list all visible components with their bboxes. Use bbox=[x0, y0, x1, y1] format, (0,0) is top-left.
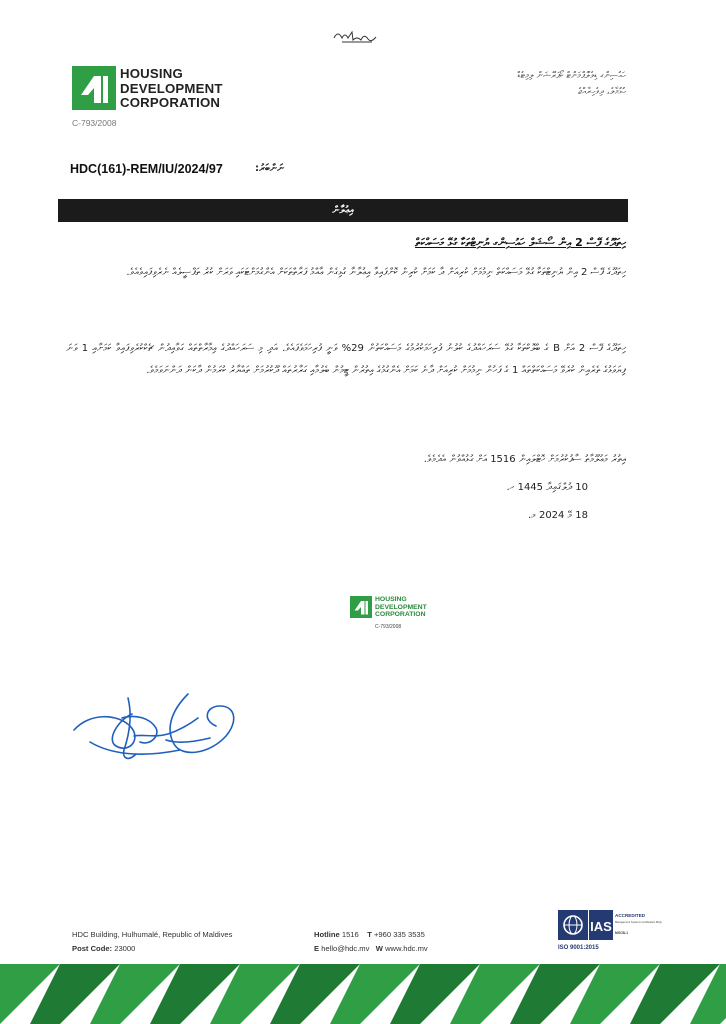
reference-row bbox=[70, 162, 650, 182]
footer-web-row bbox=[314, 944, 428, 953]
ias-accredited-text: ACCREDITED bbox=[615, 913, 646, 918]
hdc-logo bbox=[72, 66, 232, 114]
email-label: E bbox=[314, 944, 320, 953]
hotline-value: 1516 bbox=[341, 930, 359, 939]
footer-contact-row bbox=[314, 930, 425, 939]
registration-number: C-793/2008 bbox=[72, 118, 117, 128]
announcement-header-bar bbox=[58, 199, 628, 222]
stamp-wordmark bbox=[375, 596, 427, 619]
body-paragraph-3: އިތުރު މަޢުލޫމާތު ސާފުކުރުމަށް ހޮޓްލައިން 1516 އަށް ގުޅުއްވުން އެދެމެވެ. bbox=[423, 454, 626, 465]
stamp-line-3: CORPORATION bbox=[375, 611, 426, 619]
org-name-dhivehi-line-2: ހުޅުމާލެ، ދިވެހިރާއްޖެ bbox=[578, 87, 626, 97]
handwritten-signature bbox=[70, 684, 245, 770]
stamp-logo-icon bbox=[350, 596, 372, 618]
iso-text: ISO 9001:2015 bbox=[558, 945, 599, 951]
ias-certification-badge bbox=[558, 910, 662, 952]
company-stamp bbox=[350, 596, 440, 634]
footer-postcode-row bbox=[72, 944, 135, 953]
footer bbox=[72, 913, 672, 968]
tel-value: +960 335 3535 bbox=[373, 930, 425, 939]
ias-code-text: MSCB-1 bbox=[615, 931, 628, 935]
web-link[interactable]: www.hdc.mv bbox=[385, 944, 428, 953]
web-label: W bbox=[375, 944, 383, 953]
footer-triangle-pattern bbox=[0, 964, 726, 1024]
stamp-line-1: HOUSING bbox=[375, 596, 407, 603]
logo-line-3: CORPORATION bbox=[120, 95, 221, 110]
postcode-value: 23000 bbox=[114, 944, 136, 953]
postcode-label: Post Code: bbox=[72, 944, 113, 953]
hotline-label: Hotline bbox=[314, 930, 340, 939]
date-gregorian: 18 މޭ 2024 މ. bbox=[528, 510, 588, 521]
hdc-logo-mark-icon bbox=[72, 66, 116, 110]
body-paragraph-1: ހިތަދޫގެ ފޭސް 2 އިން ޔުނިޓްތަކާ ގުޅޭ މަސައްކަތް ނިމުމަށް ކުރިއަށް ދާ ކަމަށް ކުރިން ކޮށްފައިވާ އިޢުލާނާ ގުޅިގެން ޢާއްމު ފަރާތްތަކަށް އެންގުމަށްޓަކައި ވަރަށް ކުރު ތަފްޞީލެއް ނެރެވިފައިވެއެވެ. bbox=[126, 267, 626, 278]
tel-label: T bbox=[367, 930, 372, 939]
email-link[interactable]: hello@hdc.mv bbox=[321, 944, 370, 953]
org-name-dhivehi-line-1: ހައުސިންގ ޑިވެލޮޕްމަންޓް ކޯޕަރޭޝަން ލިމިޓެޑް bbox=[517, 71, 626, 81]
logo-wordmark bbox=[120, 67, 223, 111]
triangle-tile bbox=[720, 964, 726, 1024]
ias-sub-text: Management Systems Certification Body bbox=[615, 921, 662, 924]
logo-line-2: DEVELOPMENT bbox=[120, 80, 223, 96]
bismillah-calligraphy bbox=[330, 24, 390, 48]
footer-address: HDC Building, Hulhumalé, Republic of Maldives bbox=[72, 930, 233, 939]
stamp-registration: C-793/2008 bbox=[375, 624, 402, 630]
announcement-header-text: އިޢުލާން bbox=[332, 205, 354, 216]
reference-label: ނަންބަރު: bbox=[255, 163, 284, 174]
subject-line: ހިތަދޫގެ ފޭސް 2 އިން ސޯޝަލް ހައުސިންގ ޔުނިޓްތަކާ ގުޅޭ މަސައްކަތް bbox=[415, 236, 626, 249]
logo-line-1: HOUSING bbox=[120, 66, 183, 81]
ias-mark-text: IAS bbox=[590, 919, 612, 934]
stamp-line-2: DEVELOPMENT bbox=[375, 603, 427, 611]
body-paragraph-2: ހިތަދޫގެ ފޭސް 2 އަށް B ގެ ބްލޮކްތަކާ ގުޅޭ ސަރަހައްދުގެ ކުލުނު ފުރިހަމަކުރުމުގެ މަސައްކަތުން 29% ވަނީ ފުރިހަމަވެފައެވެ. އަދި މި ސަރަހައްދުގެ ޢިމާރާތްތައް ގަވާއިދުން ޗެކްކުރެވިފައިވާ ކަމަށާއި 1 ވަނަ ފިޔަވަޅުގެ ތެރެއިން ކުރެވޭ މަސައްކަތްތައް 1 ގެ ފަހުން ނިމުމަށް ކުރިއަށް ދާނެ ކަމަށް އެންގުމުގެ އިތުރުން ޓީމުން ބެލުމާއި ގަރާރުތައް ދޫކުރުމަށް ތައްޔާރު ކުރަމުން ދާކަން ދަންނަވަމެވެ. bbox=[66, 343, 626, 376]
date-hijri: 10 ޛުލްޤަޢިދާ 1445 ހ. bbox=[506, 482, 588, 493]
reference-number: HDC(161)-REM/IU/2024/97 bbox=[70, 162, 223, 176]
org-name-dhivehi bbox=[386, 68, 626, 100]
